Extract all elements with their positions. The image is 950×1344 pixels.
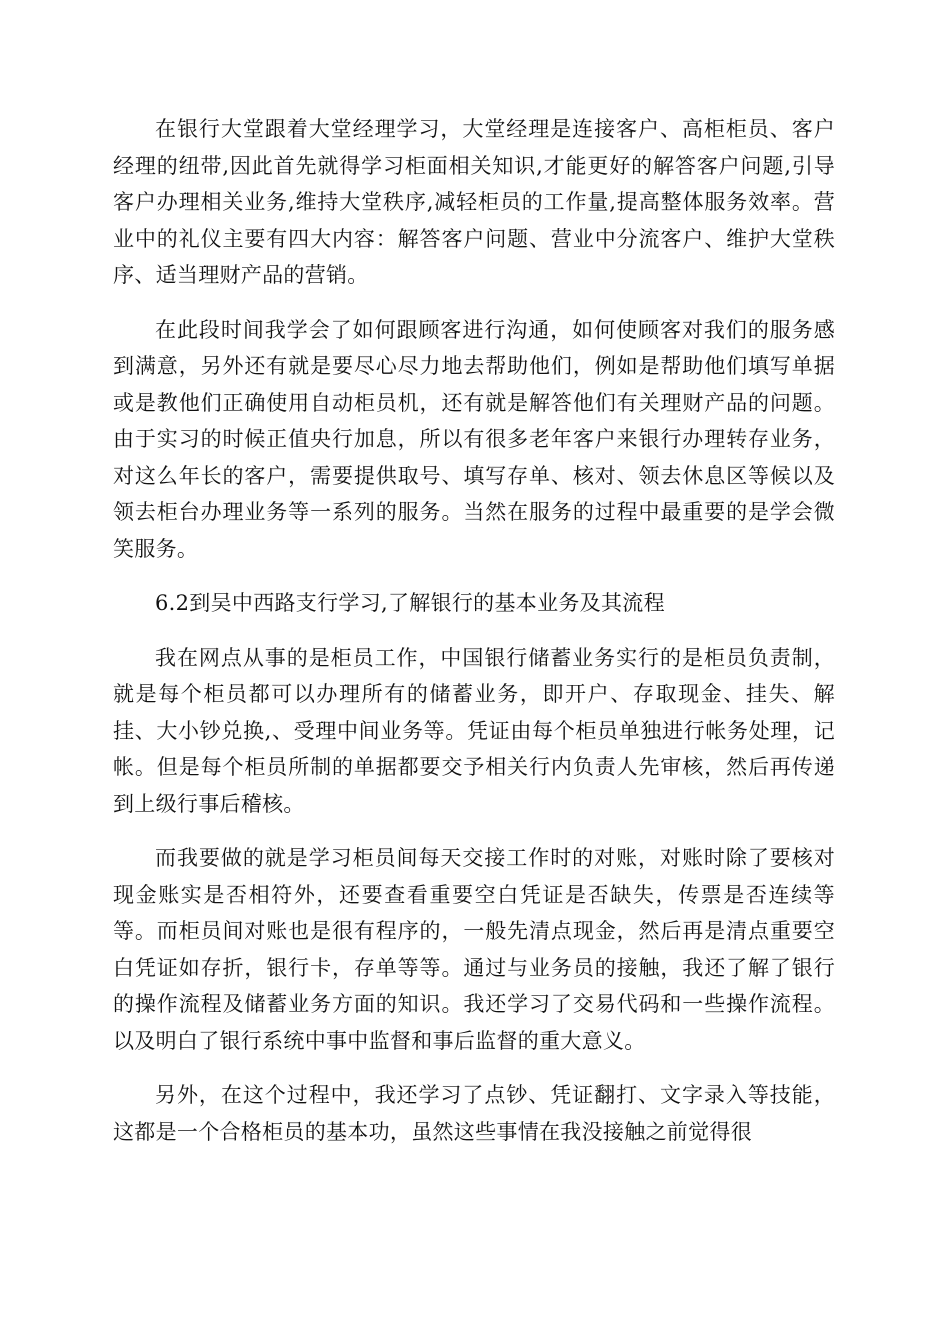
document-body — [113, 111, 835, 1168]
paragraph-reconciliation: 而我要做的就是学习柜员间每天交接工作时的对账，对账时除了要核对现金账实是否相符外，还要查看重要空白凭证是否缺失，传票是否连续等等。而柜员间对账也是很有程序的，一般先清点现金，然后再是清点重要空白凭证如存折，银行卡，存单等等。通过与业务员的接触，我还了解了银行的操作流程及储蓄业务方面的知识。我还学习了交易代码和一些操作流程。以及明白了银行系统中事中监督和事后监督的重大意义。 — [113, 846, 835, 1053]
paragraph-teller-skills: 另外，在这个过程中，我还学习了点钞、凭证翻打、文字录入等技能，这都是一个合格柜员的基本功，虽然这些事情在我没接触之前觉得很 — [113, 1083, 835, 1144]
paragraph-customer-communication: 在此段时间我学会了如何跟顾客进行沟通，如何使顾客对我们的服务感到满意，另外还有就是要尽心尽力地去帮助他们，例如是帮助他们填写单据或是教他们正确使用自动柜员机，还有就是解答他们有关理财产品的问题。由于实习的时候正值央行加息，所以有很多老年客户来银行办理转存业务，对这么年长的客户，需要提供取号、填写存单、核对、领去休息区等候以及领去柜台办理业务等一系列的服务。当然在服务的过程中最重要的是学会微笑服务。 — [113, 317, 835, 561]
section-heading-branch-study: 6.2到吴中西路支行学习,了解银行的基本业务及其流程 — [155, 591, 665, 615]
paragraph-lobby-manager: 在银行大堂跟着大堂经理学习，大堂经理是连接客户、高柜柜员、客户经理的纽带,因此首先就得学习柜面相关知识,才能更好的解答客户问题,引导客户办理相关业务,维持大堂秩序,减轻柜员的工作量,提高整体服务效率。营业中的礼仪主要有四大内容：解答客户问题、营业中分流客户、维护大堂秩序、适当理财产品的营销。 — [113, 117, 835, 287]
paragraph-teller-work: 我在网点从事的是柜员工作，中国银行储蓄业务实行的是柜员负责制，就是每个柜员都可以办理所有的储蓄业务，即开户、存取现金、挂失、解挂、大小钞兑换,、受理中间业务等。凭证由每个柜员单独进行帐务处理，记帐。但是每个柜员所制的单据都要交予相关行内负责人先审核，然后再传递到上级行事后稽核。 — [113, 645, 835, 816]
